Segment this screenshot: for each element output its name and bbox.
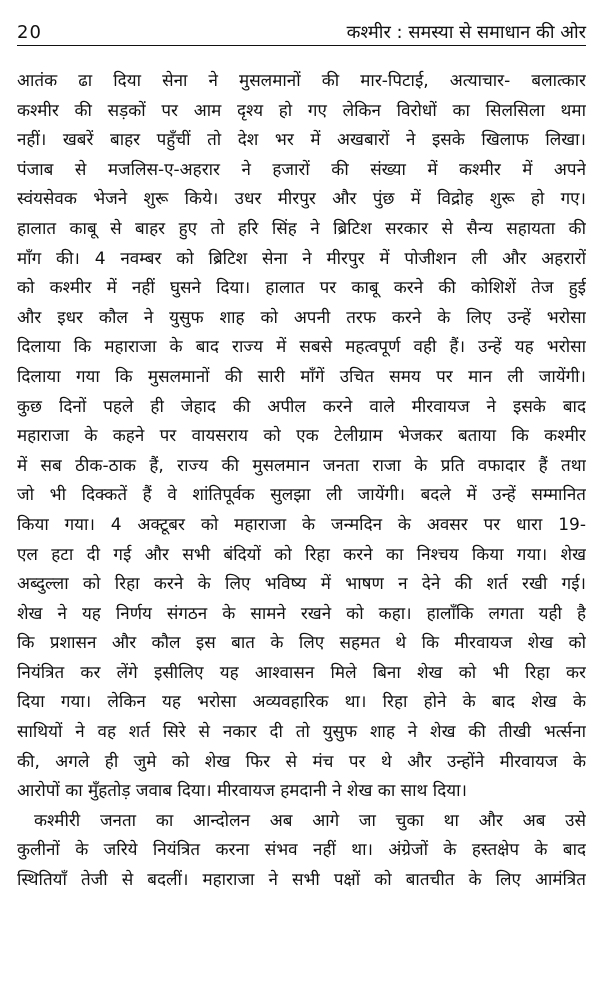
text-line: स्वंयसेवक भेजने शुरू किये। उधर मीरपुर और पुंछ में विद्रोह शुरू हो गए। bbox=[17, 189, 586, 210]
text-line: साथियों ने वह शर्त सिरे से नकार दी तो युसुफ शाह ने शेख की तीखी भर्त्सना bbox=[17, 722, 586, 743]
text-line: कुलीनों के जरिये नियंत्रित करना संभव नहीं था। अंग्रेजों के हस्तक्षेप के बाद bbox=[17, 840, 586, 861]
text-line: माँग की। 4 नवम्बर को ब्रिटिश सेना ने मीरपुर में पोजीशन ली और अहरारों bbox=[17, 248, 586, 269]
running-title: कश्मीर : समस्या से समाधान की ओर bbox=[346, 22, 586, 43]
text-line: की, अगले ही जुमे को शेख फिर से मंच पर थे और उन्होंने मीरवायज के bbox=[17, 751, 586, 772]
text-line: कुछ दिनों पहले ही जेहाद की अपील करने वाले मीरवायज ने इसके बाद bbox=[17, 396, 586, 417]
text-line: कश्मीर की सड़कों पर आम दृश्य हो गए लेकिन विरोधों का सिलसिला थमा bbox=[17, 100, 586, 121]
body-text bbox=[17, 67, 586, 896]
text-line: दिलाया गया कि मुसलमानों की सारी माँगें उचित समय पर मान ली जायेंगी। bbox=[17, 366, 586, 387]
text-line: दिया गया। लेकिन यह भरोसा अव्यवहारिक था। रिहा होने के बाद शेख के bbox=[17, 692, 586, 713]
text-line: महाराजा के कहने पर वायसराय को एक टेलीग्राम भेजकर बताया कि कश्मीर bbox=[17, 426, 586, 447]
page-number: 20 bbox=[17, 22, 42, 43]
text-line: एल हटा दी गई और सभी बंदियों को रिहा करने का निश्चय किया गया। शेख bbox=[17, 544, 586, 565]
header-divider bbox=[17, 45, 586, 46]
text-line: कि प्रशासन और कौल इस बात के लिए सहमत थे कि मीरवायज शेख को bbox=[17, 633, 586, 654]
text-line: शेख ने यह निर्णय संगठन के सामने रखने को कहा। हालाँकि लगता यही है bbox=[17, 603, 586, 624]
text-line: किया गया। 4 अक्टूबर को महाराजा के जन्मदिन के अवसर पर धारा 19- bbox=[17, 514, 586, 535]
text-line: में सब ठीक-ठाक हैं, राज्य की मुसलमान जनता राजा के प्रति वफादार हैं तथा bbox=[17, 455, 586, 476]
page-header bbox=[17, 12, 586, 42]
paragraph-2 bbox=[17, 807, 586, 896]
text-line: अब्दुल्ला को रिहा करने के लिए भविष्य में भाषण न देने की शर्त रखी गई। bbox=[17, 574, 586, 595]
text-line: हालात काबू से बाहर हुए तो हरि सिंह ने ब्रिटिश सरकार से सैन्य सहायता की bbox=[17, 218, 586, 239]
text-line: को कश्मीर में नहीं घुसने दिया। हालात पर काबू करने की कोशिशें तेज हुई bbox=[17, 278, 586, 299]
text-line: दिलाया कि महाराजा के बाद राज्य में सबसे महत्वपूर्ण वही हैं। उन्हें यह भरोसा bbox=[17, 337, 586, 358]
text-line: कश्मीरी जनता का आन्दोलन अब आगे जा चुका था और अब उसे bbox=[34, 810, 586, 831]
text-line: नियंत्रित कर लेंगे इसीलिए यह आश्वासन मिले बिना शेख को भी रिहा कर bbox=[17, 662, 586, 683]
text-line: पंजाब से मजलिस-ए-अहरार ने हजारों की संख्या में कश्मीर में अपने bbox=[17, 159, 586, 180]
text-line: और इधर कौल ने युसुफ शाह को अपनी तरफ करने के लिए उन्हें भरोसा bbox=[17, 307, 586, 328]
text-line: नहीं। खबरें बाहर पहुँचीं तो देश भर में अखबारों ने इसके खिलाफ लिखा। bbox=[17, 130, 586, 151]
text-line: आरोपों का मुँहतोड़ जवाब दिया। मीरवायज हमदानी ने शेख का साथ दिया। bbox=[17, 781, 467, 802]
paragraph-1 bbox=[17, 67, 586, 807]
text-line: जो भी दिक्कतें हैं वे शांतिपूर्वक सुलझा ली जायेंगी। बदले में उन्हें सम्मानित bbox=[17, 485, 586, 506]
text-line: स्थितियाँ तेजी से बदलीं। महाराजा ने सभी पक्षों को बातचीत के लिए आमंत्रित bbox=[17, 870, 586, 891]
text-line: आतंक ढा दिया सेना ने मुसलमानों की मार-पिटाई, अत्याचार- बलात्कार bbox=[17, 71, 586, 91]
